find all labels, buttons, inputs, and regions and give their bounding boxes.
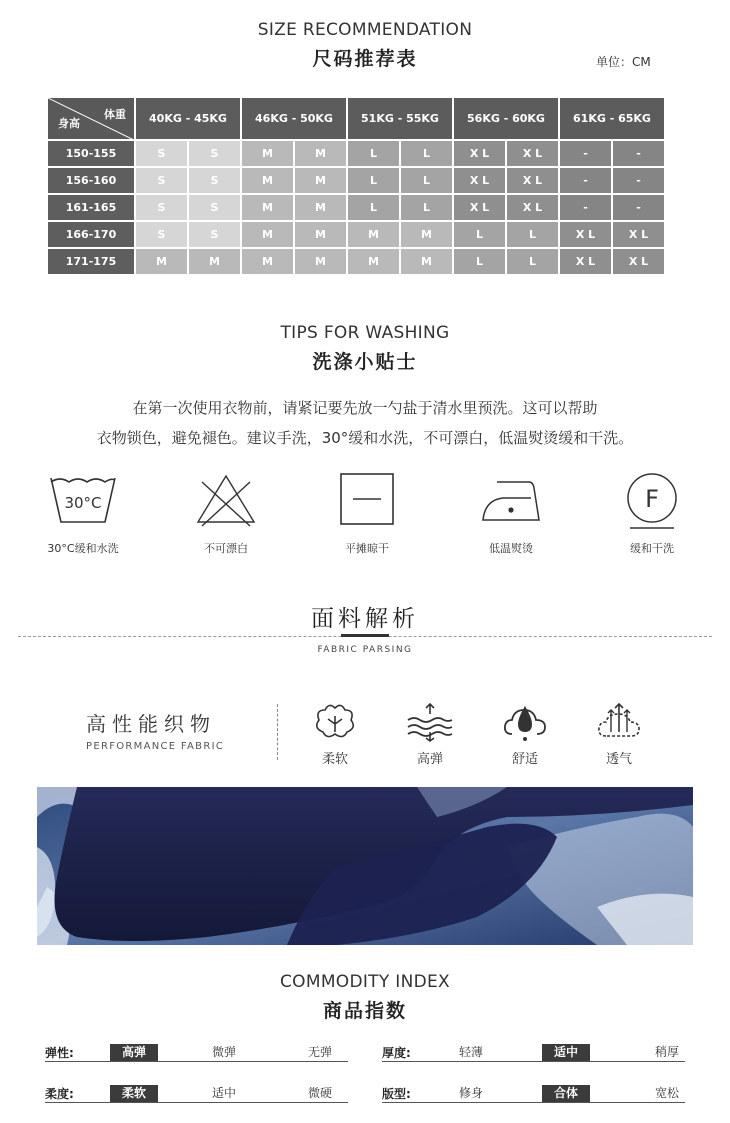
size-cell: L bbox=[348, 195, 401, 222]
washing-title-en: TIPS FOR WASHING bbox=[280, 323, 450, 343]
fabric-title-underline bbox=[341, 634, 389, 637]
no-bleach-icon bbox=[194, 472, 258, 528]
size-cell: M bbox=[401, 249, 454, 276]
size-cell: S bbox=[189, 195, 242, 222]
fabric-photo bbox=[37, 787, 693, 945]
size-cell: L bbox=[401, 168, 454, 195]
weight-header: 51KG - 55KG bbox=[348, 98, 454, 141]
size-cell: L bbox=[454, 222, 507, 249]
size-cell: L bbox=[401, 195, 454, 222]
size-cell: X L bbox=[560, 249, 613, 276]
size-cell: M bbox=[401, 222, 454, 249]
size-cell: M bbox=[242, 168, 295, 195]
performance-fabric-en: PERFORMANCE FABRIC bbox=[86, 741, 225, 752]
size-cell: M bbox=[295, 168, 348, 195]
flat-dry-icon bbox=[339, 472, 395, 528]
size-cell: L bbox=[454, 249, 507, 276]
size-cell: X L bbox=[454, 141, 507, 168]
size-cell: M bbox=[242, 249, 295, 276]
size-cell: L bbox=[401, 141, 454, 168]
size-cell: X L bbox=[507, 168, 560, 195]
index-option: 高弹 bbox=[110, 1044, 158, 1061]
performance-divider bbox=[277, 704, 278, 760]
size-cell: - bbox=[613, 168, 666, 195]
table-row bbox=[48, 195, 666, 222]
size-cell: S bbox=[136, 168, 189, 195]
wash-item bbox=[28, 472, 138, 556]
size-cell: M bbox=[136, 249, 189, 276]
index-option: 合体 bbox=[542, 1085, 590, 1102]
size-cell: S bbox=[136, 195, 189, 222]
size-cell: M bbox=[295, 195, 348, 222]
size-cell: X L bbox=[613, 222, 666, 249]
wash-item bbox=[456, 472, 566, 556]
size-cell: S bbox=[189, 141, 242, 168]
washing-line-2: 衣物锁色，避免褪色。建议手洗，30°缓和水洗，不可漂白，低温熨烫缓和干洗。 bbox=[96, 429, 634, 447]
feature-label: 高弹 bbox=[416, 752, 443, 767]
index-option: 无弹 bbox=[307, 1045, 332, 1059]
feature-item bbox=[305, 702, 365, 767]
index-name: 厚度: bbox=[382, 1046, 411, 1060]
size-cell: S bbox=[136, 141, 189, 168]
height-cell: 166-170 bbox=[48, 222, 136, 249]
commodity-title-en: COMMODITY INDEX bbox=[280, 972, 450, 992]
size-table bbox=[48, 98, 666, 276]
index-row bbox=[45, 1085, 348, 1103]
index-option: 适中 bbox=[542, 1044, 590, 1061]
size-cell: S bbox=[189, 222, 242, 249]
size-title-en: SIZE RECOMMENDATION bbox=[257, 20, 473, 40]
index-row bbox=[382, 1085, 685, 1103]
index-option: 柔软 bbox=[110, 1085, 158, 1102]
wash-temp: 30°C bbox=[64, 494, 102, 512]
washing-title-zh: 洗涤小贴士 bbox=[312, 351, 418, 373]
index-name: 弹性: bbox=[45, 1046, 74, 1060]
fabric-title-en: FABRIC PARSING bbox=[317, 645, 413, 655]
size-cell: X L bbox=[454, 168, 507, 195]
fabric-title-zh: 面料解析 bbox=[311, 606, 419, 632]
corner-height-label: 身高 bbox=[58, 117, 80, 130]
table-row bbox=[48, 168, 666, 195]
washing-instructions bbox=[50, 393, 680, 453]
size-cell: M bbox=[295, 249, 348, 276]
feature-label: 透气 bbox=[605, 752, 632, 767]
height-cell: 171-175 bbox=[48, 249, 136, 276]
wash-label: 平摊晾干 bbox=[345, 542, 389, 555]
index-name: 版型: bbox=[382, 1087, 411, 1101]
index-row bbox=[45, 1044, 348, 1062]
dry-clean-f-icon bbox=[622, 472, 682, 532]
performance-fabric-zh: 高性能织物 bbox=[86, 712, 216, 736]
drop-cloud-icon bbox=[502, 702, 548, 742]
size-cell: L bbox=[507, 249, 560, 276]
size-title-zh: 尺码推荐表 bbox=[312, 48, 418, 70]
weight-header: 40KG - 45KG bbox=[136, 98, 242, 141]
height-cell: 150-155 bbox=[48, 141, 136, 168]
size-cell: - bbox=[560, 195, 613, 222]
weight-header: 61KG - 65KG bbox=[560, 98, 666, 141]
weight-header: 46KG - 50KG bbox=[242, 98, 348, 141]
height-cell: 156-160 bbox=[48, 168, 136, 195]
wash-item bbox=[312, 472, 422, 556]
size-cell: M bbox=[242, 141, 295, 168]
weight-header: 56KG - 60KG bbox=[454, 98, 560, 141]
index-option: 稍厚 bbox=[654, 1045, 679, 1059]
corner-weight-label: 体重 bbox=[104, 108, 126, 121]
height-cell: 161-165 bbox=[48, 195, 136, 222]
index-option: 微弹 bbox=[211, 1045, 236, 1059]
stretch-wave-icon bbox=[406, 702, 454, 742]
table-row bbox=[48, 249, 666, 276]
wash-label: 缓和干洗 bbox=[630, 542, 674, 555]
wash-label: 30°C缓和水洗 bbox=[47, 542, 119, 555]
low-iron-icon bbox=[479, 472, 543, 528]
wash-item bbox=[171, 472, 281, 556]
size-cell: - bbox=[613, 195, 666, 222]
size-cell: - bbox=[560, 141, 613, 168]
commodity-title-zh: 商品指数 bbox=[322, 1000, 407, 1022]
size-cell: X L bbox=[560, 222, 613, 249]
index-name: 柔度: bbox=[45, 1087, 74, 1101]
index-row bbox=[382, 1044, 685, 1062]
size-cell: M bbox=[295, 141, 348, 168]
feature-item bbox=[589, 702, 649, 767]
size-cell: M bbox=[348, 249, 401, 276]
feature-item bbox=[400, 702, 460, 767]
size-cell: X L bbox=[454, 195, 507, 222]
size-cell: X L bbox=[613, 249, 666, 276]
index-option: 适中 bbox=[211, 1086, 236, 1100]
size-cell: M bbox=[189, 249, 242, 276]
wash-label: 低温熨烫 bbox=[489, 542, 533, 555]
table-row bbox=[48, 222, 666, 249]
size-cell: S bbox=[136, 222, 189, 249]
size-cell: - bbox=[560, 168, 613, 195]
wash-label: 不可漂白 bbox=[204, 542, 248, 555]
index-option: 宽松 bbox=[654, 1086, 679, 1100]
feature-label: 柔软 bbox=[321, 752, 348, 767]
size-cell: L bbox=[348, 141, 401, 168]
size-cell: M bbox=[242, 195, 295, 222]
size-cell: X L bbox=[507, 195, 560, 222]
size-cell: M bbox=[295, 222, 348, 249]
size-cell: - bbox=[613, 141, 666, 168]
dry-clean-letter: F bbox=[645, 485, 659, 513]
size-cell: L bbox=[507, 222, 560, 249]
cotton-icon bbox=[313, 702, 357, 742]
size-cell: M bbox=[242, 222, 295, 249]
wash-30-icon bbox=[47, 472, 119, 528]
washing-line-1: 在第一次使用衣物前，请紧记要先放一勺盐于清水里预洗。这可以帮助 bbox=[132, 399, 598, 417]
feature-label: 舒适 bbox=[511, 752, 538, 767]
size-cell: L bbox=[348, 168, 401, 195]
size-table-header bbox=[48, 98, 666, 141]
index-option: 修身 bbox=[458, 1086, 483, 1100]
size-cell: S bbox=[189, 168, 242, 195]
index-option: 微硬 bbox=[307, 1086, 332, 1100]
size-cell: X L bbox=[507, 141, 560, 168]
size-table-body bbox=[48, 141, 666, 276]
index-option: 轻薄 bbox=[458, 1045, 483, 1059]
size-cell: M bbox=[348, 222, 401, 249]
feature-item bbox=[495, 702, 555, 767]
table-corner bbox=[48, 98, 136, 141]
breathable-icon bbox=[596, 702, 642, 742]
unit-label: 单位：CM bbox=[596, 55, 651, 69]
wash-item bbox=[597, 472, 707, 556]
table-row bbox=[48, 141, 666, 168]
